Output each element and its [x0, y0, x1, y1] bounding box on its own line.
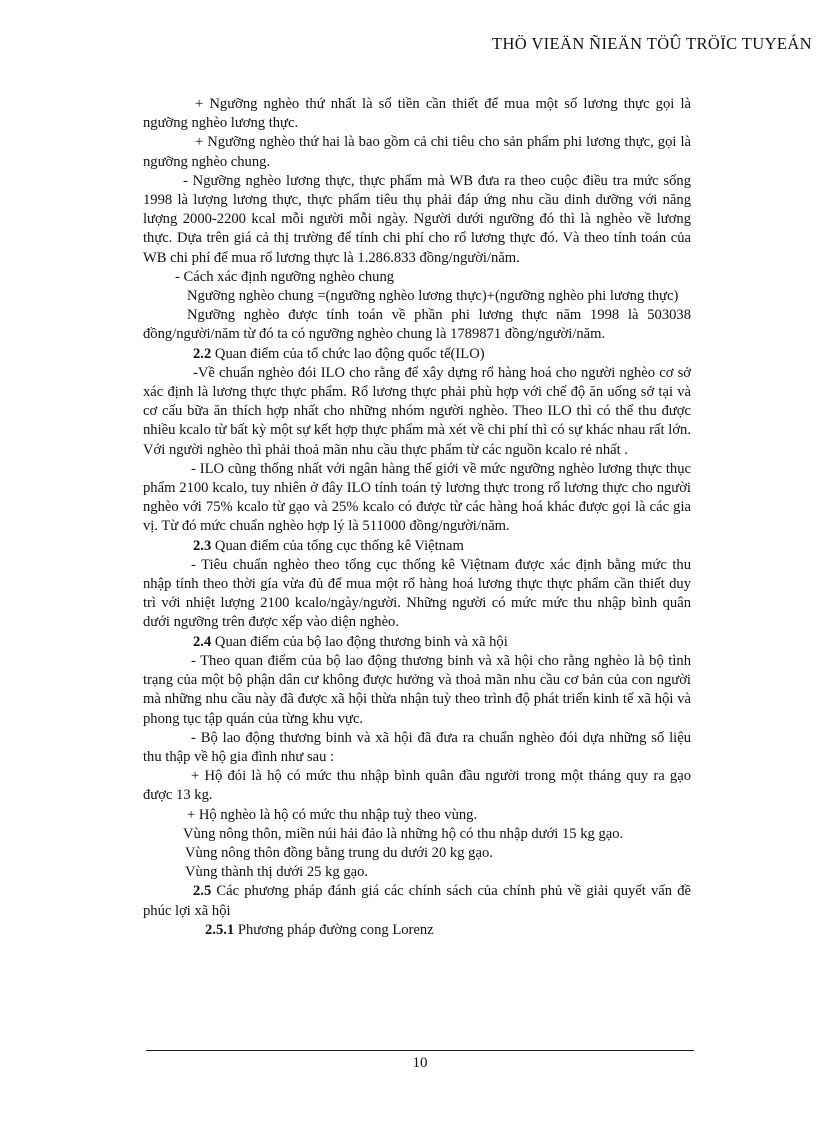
- section-number: 2.3: [193, 537, 212, 554]
- paragraph: Vùng thành thị dưới 25 kg gạo.: [185, 864, 369, 881]
- paragraph: Vùng nông thôn, miền núi hải đảo là những hộ có thu nhập dưới 15 kg gạo.: [183, 825, 624, 842]
- section-title: Các phương pháp đánh giá các chính sách của chính phủ về giải quyết vấn đề phúc lợi xã hội: [143, 883, 691, 919]
- footer-divider: [146, 1050, 694, 1051]
- paragraph: + Hộ nghèo là hộ có mức thu nhập tuỳ theo vùng.: [187, 806, 478, 823]
- section-title: Quan điểm của bộ lao động thương binh và xã hội: [211, 633, 508, 650]
- section-number: 2.5: [193, 883, 212, 900]
- section-title: Phương pháp đường cong Lorenz: [234, 921, 434, 938]
- paragraph: + Hộ đói là hộ có mức thu nhập bình quân đầu người trong một tháng quy ra gạo được 13 kg.: [143, 768, 691, 804]
- section-title: Quan điểm của tổng cục thống kê Việtnam: [211, 537, 464, 554]
- section-number: 2.4: [193, 633, 212, 650]
- page-number: 10: [412, 1055, 428, 1071]
- paragraph: - Ngưỡng nghèo lương thực, thực phẩm mà WB đưa ra theo cuộc điều tra mức sống 1998 là lượng lương thực, thực phẩm tiêu thụ phải đáp ứng nhu cầu dinh dưỡng với năng lượng 2000-2200 kcal mỗi người mỗi ngày. Người dưới ngưỡng đó thì là nghèo về lương thực. Dựa trên giá cả thị trường để tính chi phí cho rổ lương thực đó. Và theo tính toán của WB chi phí để mua rổ lương thực là 1.286.833 đồng/người/năm.: [143, 172, 691, 266]
- paragraph: + Ngưỡng nghèo thứ hai là bao gồm cả chi tiêu cho sản phẩm phi lương thực, gọi là ngưỡng nghèo chung.: [143, 134, 691, 170]
- section-number: 2.5.1: [205, 921, 235, 938]
- paragraph: - Tiêu chuẩn nghèo theo tổng cục thống kê Việtnam được xác định bằng mức thu nhập tính theo thời gía vừa đủ để mua một rổ hàng hoá lương thực thực phẩm cần thiết duy trì với nhiệt lượng 2100 kcalo/ngày/người. Những người có mức mức thu nhập bình quân dưới ngưỡng trên được xếp vào diện nghèo.: [143, 556, 691, 631]
- paragraph: + Ngưỡng nghèo thứ nhất là số tiền cần thiết để mua một số lương thực gọi là ngưỡng nghèo lương thực.: [143, 96, 691, 132]
- document-body: [143, 95, 691, 940]
- section-number: 2.2: [193, 345, 212, 362]
- section-title: Quan điểm của tổ chức lao động quốc tế(ILO): [211, 345, 485, 362]
- paragraph: Ngưỡng nghèo chung =(ngưỡng nghèo lương thực)+(ngưỡng nghèo phi lương thực): [187, 288, 679, 305]
- paragraph: - Bộ lao động thương binh và xã hội đã đưa ra chuẩn nghèo đói dựa những số liệu thu thập về hộ gia đình như sau :: [143, 729, 691, 765]
- paragraph: - Theo quan điểm của bộ lao động thương binh và xã hội cho rằng nghèo là bộ tình trạng của một bộ phận dân cư không được hưởng và thoả mãn nhu cầu cơ bản của con người mà những nhu cầu này đã được xã hội thừa nhận tuỳ theo trình độ phát triển kinh tế xã hội và phong tục tập quán của từng khu vực.: [143, 652, 691, 727]
- section-heading-2-4: [143, 633, 691, 652]
- paragraph: -Về chuẩn nghèo đói ILO cho rằng để xây dựng rổ hàng hoá cho người nghèo cơ sở xác định là lương thực thực phẩm. Rổ lương thực phải phù hợp với chế độ ăn uống sở tại và cơ cấu bữa ăn thích hợp nhất cho những nhóm người nghèo. Theo ILO thì có thể thu được nhiều kcalo từ bất kỳ một sự kết hợp thực phẩm mà xét về chi phí thì có sự khác nhau rất lớn. Với người nghèo thì phải thoả mãn nhu cầu thực phẩm từ các nguồn kcalo rẻ nhất .: [143, 364, 691, 458]
- paragraph: - Cách xác định ngưỡng nghèo chung: [175, 268, 395, 285]
- section-heading-2-5: [143, 882, 691, 920]
- section-heading-2-5-1: [143, 921, 691, 940]
- section-heading-2-3: [143, 537, 691, 556]
- paragraph: - ILO cũng thống nhất với ngân hàng thế giới về mức ngưỡng nghèo lương thực thục phẩm 2100 kcalo, tuy nhiên ở đây ILO tính toán tỷ lương thực trong rổ lương thực cho người nghèo với 75% kcalo từ gạo và 25% kcalo có được từ các hàng hoá khác được gọi là các gia vị. Từ đó mức chuẩn nghèo hợp lý là 511000 đồng/người/năm.: [143, 460, 691, 535]
- page-header: THÖ VIEÄN ÑIEÄN TÖÛ TRÖÏC TUYEÁN: [491, 34, 812, 53]
- paragraph: Vùng nông thôn đồng bằng trung du dưới 20 kg gạo.: [185, 844, 493, 861]
- section-heading-2-2: [143, 345, 691, 364]
- paragraph: Ngưỡng nghèo được tính toán về phần phi lương thực năm 1998 là 503038 đồng/người/năm từ đó ta có ngưỡng nghèo chung là 1789871 đồng/người/năm.: [143, 307, 691, 343]
